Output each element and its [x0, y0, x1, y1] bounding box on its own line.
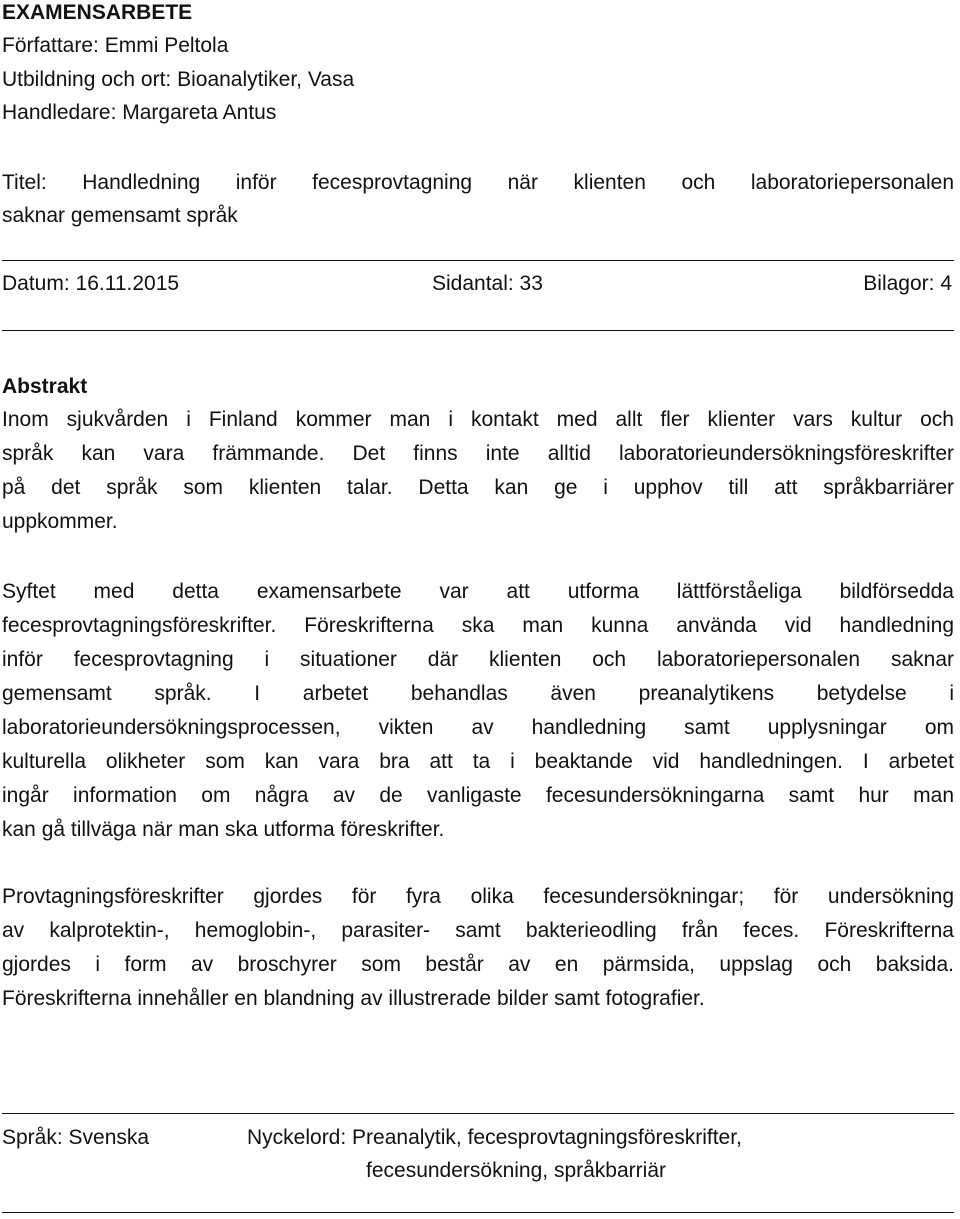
program-line: Utbildning och ort: Bioanalytiker, Vasa [2, 68, 355, 91]
abstract-heading: Abstrakt [2, 375, 88, 398]
abstract-p1-line: uppkommer. [2, 510, 118, 533]
appendix-count-field: Bilagor: 4 [863, 272, 952, 295]
keywords-line-2: fecesundersökning, språkbarriär [366, 1159, 666, 1182]
abstract-p3-line: gjordes i form av broschyrer som består av en pärmsida, uppslag och baksida. [2, 953, 954, 976]
page-count-field: Sidantal: 33 [432, 272, 543, 295]
language-field: Språk: Svenska [2, 1126, 150, 1149]
date-field: Datum: 16.11.2015 [2, 272, 180, 295]
abstract-p2-line: gemensamt språk. I arbetet behandlas även preanalytikens betydelse i [2, 682, 954, 705]
abstract-p2-line: inför fecesprovtagning i situationer där klienten och laboratoriepersonalen saknar [2, 648, 954, 671]
thesis-title-line-1: Titel: Handledning inför fecesprovtagning när klienten och laboratoriepersonalen [2, 171, 954, 194]
abstract-p3-line: Provtagningsföreskrifter gjordes för fyra olika fecesundersökningar; för undersökning [2, 885, 954, 908]
abstract-p3-line: Föreskrifterna innehåller en blandning av illustrerade bilder samt fotografier. [2, 987, 705, 1010]
abstract-p2-line: kan gå tillväga när man ska utforma föreskrifter. [2, 818, 445, 841]
supervisor-line: Handledare: Margareta Antus [2, 101, 277, 124]
abstract-p2-line: Syftet med detta examensarbete var att utforma lättförståeliga bildförsedda [2, 580, 954, 603]
divider-top [2, 260, 954, 261]
abstract-p2-line: ingår information om några av de vanligaste fecesundersökningarna samt hur man [2, 784, 954, 807]
keywords-line-1: Nyckelord: Preanalytik, fecesprovtagningsföreskrifter, [247, 1126, 742, 1149]
abstract-p2-line: laboratorieundersökningsprocessen, vikten av handledning samt upplysningar om [2, 716, 954, 739]
divider-bottom [2, 1212, 954, 1213]
divider-meta [2, 330, 954, 331]
thesis-title-line-2: saknar gemensamt språk [2, 204, 238, 227]
abstract-p1-line: språk kan vara främmande. Det finns inte alltid laboratorieundersökningsföreskrifter [2, 442, 954, 465]
divider-footer [2, 1113, 954, 1114]
author-line: Författare: Emmi Peltola [2, 34, 229, 57]
abstract-p3-line: av kalprotektin-, hemoglobin-, parasiter- samt bakterieodling från feces. Föreskrifterna [2, 919, 954, 942]
abstract-p2-line: fecesprovtagningsföreskrifter. Föreskrifterna ska man kunna använda vid handledning [2, 614, 954, 637]
abstract-p1-line: på det språk som klienten talar. Detta kan ge i upphov till att språkbarriärer [2, 476, 954, 499]
abstract-p1-line: Inom sjukvården i Finland kommer man i kontakt med allt fler klienter vars kultur och [2, 408, 954, 431]
abstract-p2-line: kulturella olikheter som kan vara bra att ta i beaktande vid handledningen. I arbetet [2, 750, 954, 773]
document-title: EXAMENSARBETE [2, 1, 193, 24]
